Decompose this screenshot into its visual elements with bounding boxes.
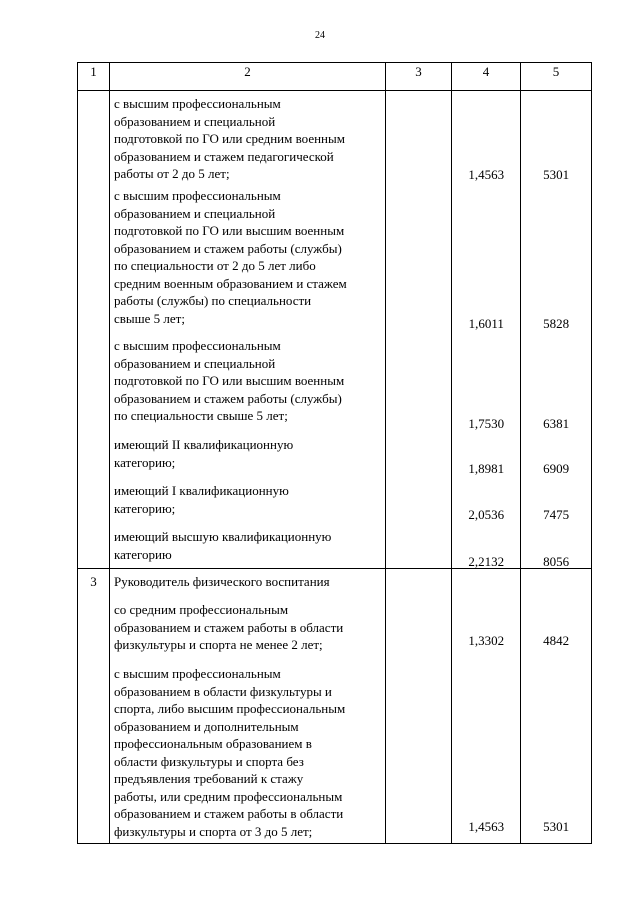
coefficient-value: 2,0536 <box>468 507 505 522</box>
header-cell: 5 <box>521 63 592 91</box>
coefficient-column <box>451 569 520 843</box>
coefficient-value: 1,4563 <box>468 819 505 834</box>
table-row <box>78 569 592 844</box>
column-3-cell <box>385 569 451 843</box>
salary-column <box>520 569 591 843</box>
list-item: с высшим профессиональным образованием и специальной подготовкой по ГО или высшим военным образованием и стажем работы (службы) по специальности свыше 5 лет; <box>114 338 345 423</box>
row-number-cell <box>78 91 110 569</box>
coefficient-value: 1,6011 <box>468 316 504 331</box>
coefficient-value: 1,8981 <box>468 461 505 476</box>
salary-value: 7475 <box>543 507 570 522</box>
coefficient-value: 2,2132 <box>468 554 505 569</box>
row-content <box>110 569 592 844</box>
page-number: 24 <box>315 30 325 41</box>
coefficient-value: 1,3302 <box>468 633 505 648</box>
list-item: с высшим профессиональным образованием и специальной подготовкой по ГО или высшим военным образованием и стажем работы (службы) по специальности от 2 до 5 лет либо средним военным образованием и стажем работы (службы) по специальности свыше 5 лет; <box>114 188 347 326</box>
list-item: с высшим профессиональным образованием в области физкультуры и спорта, либо высшим профессиональным образованием и дополнительным профессиональным образованием в области физкультуры и спорта без предъявления требований к стажу работы, или средним профессиональным образованием и стажем работы в области физкультуры и спорта от 3 до 5 лет; <box>114 666 346 839</box>
salary-value: 6381 <box>543 416 570 431</box>
row-number-cell: 3 <box>78 569 110 844</box>
list-item: с высшим профессиональным образованием и специальной подготовкой по ГО или средним военным образованием и стажем педагогической работы от 2 до 5 лет; <box>114 96 345 181</box>
row-content <box>110 91 592 569</box>
salary-table <box>77 62 592 844</box>
list-item: имеющий I квалификационную категорию; <box>114 483 289 516</box>
salary-value: 4842 <box>543 633 570 648</box>
salary-column <box>520 91 591 568</box>
salary-value: 6909 <box>543 461 570 476</box>
list-item: со средним профессиональным образованием и стажем работы в области физкультуры и спорта не менее 2 лет; <box>114 602 344 652</box>
table-row <box>78 91 592 569</box>
coefficient-value: 1,7530 <box>468 416 505 431</box>
header-cell: 1 <box>78 63 110 91</box>
salary-value: 8056 <box>543 554 570 569</box>
salary-value: 5301 <box>543 819 570 834</box>
header-cell: 4 <box>452 63 521 91</box>
header-cell: 3 <box>386 63 452 91</box>
coefficient-column <box>451 91 520 568</box>
column-3-cell <box>385 91 451 568</box>
list-item: имеющий II квалификационную категорию; <box>114 437 294 470</box>
table-header-row <box>78 63 592 91</box>
salary-value: 5828 <box>543 316 570 331</box>
salary-value: 5301 <box>543 167 570 182</box>
list-item: имеющий высшую квалификационную категорию <box>114 529 332 562</box>
position-title: Руководитель физического воспитания <box>114 574 330 589</box>
coefficient-value: 1,4563 <box>468 167 505 182</box>
header-cell: 2 <box>110 63 386 91</box>
